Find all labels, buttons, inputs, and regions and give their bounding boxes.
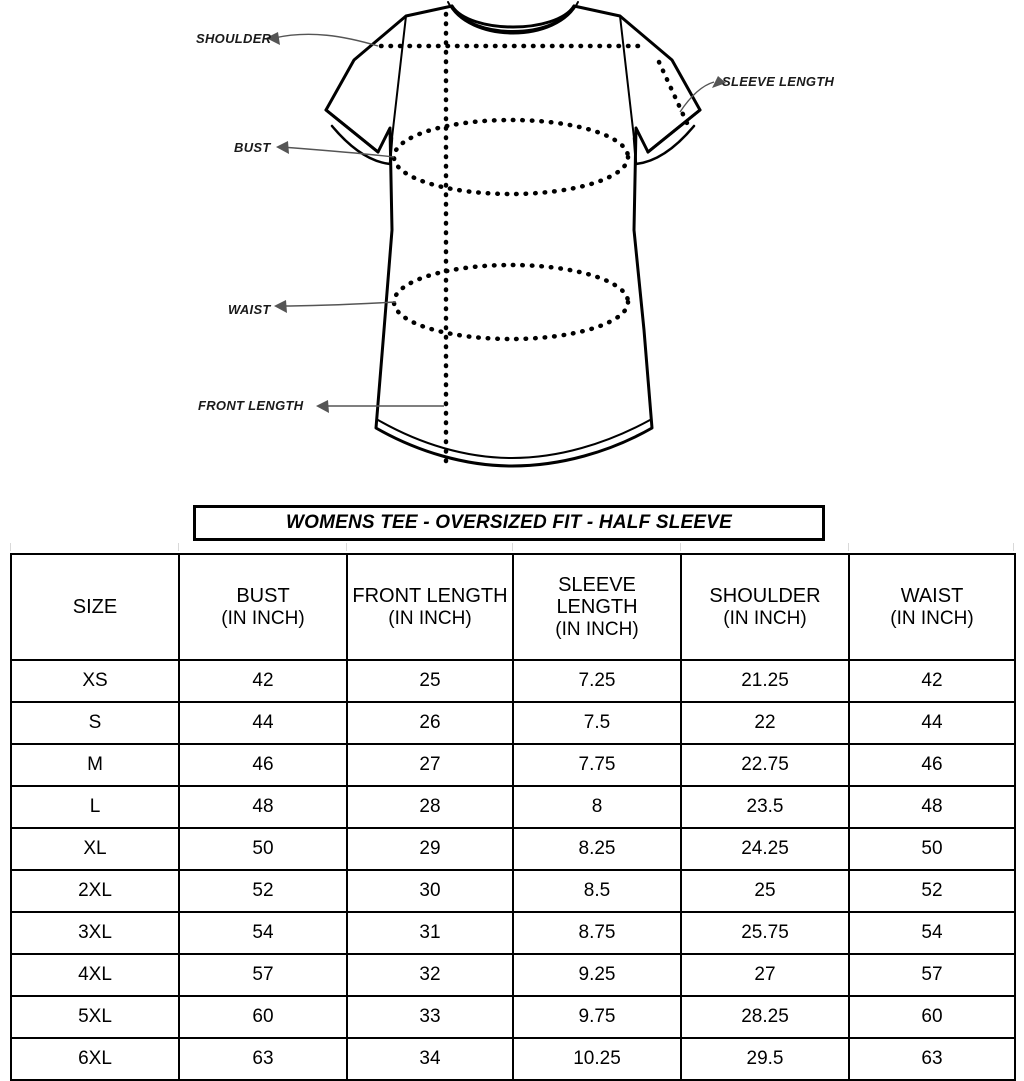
- column-header-unit: (IN INCH): [555, 618, 639, 640]
- callout-label-front-length: FRONT LENGTH: [198, 398, 304, 413]
- cell-waist: 50: [849, 828, 1015, 870]
- tick-mark: [1013, 543, 1014, 551]
- cell-sleeve-length: 8.25: [513, 828, 681, 870]
- table-row: [11, 786, 1015, 828]
- cell-front-length: 25: [347, 660, 513, 702]
- cell-size: S: [11, 702, 179, 744]
- cell-size: XS: [11, 660, 179, 702]
- column-header-front-length: [347, 554, 513, 660]
- table-header: [11, 554, 1015, 660]
- cell-bust: 63: [179, 1038, 347, 1080]
- cell-shoulder: 27: [681, 954, 849, 996]
- cell-sleeve-length: 10.25: [513, 1038, 681, 1080]
- table-row: [11, 702, 1015, 744]
- cell-bust: 52: [179, 870, 347, 912]
- column-header-size: [11, 554, 179, 660]
- cell-bust: 46: [179, 744, 347, 786]
- cell-bust: 57: [179, 954, 347, 996]
- cell-front-length: 29: [347, 828, 513, 870]
- cell-front-length: 28: [347, 786, 513, 828]
- cell-size: 6XL: [11, 1038, 179, 1080]
- table-row: [11, 828, 1015, 870]
- cell-waist: 48: [849, 786, 1015, 828]
- table-row: [11, 744, 1015, 786]
- cell-waist: 42: [849, 660, 1015, 702]
- cell-sleeve-length: 9.75: [513, 996, 681, 1038]
- cell-sleeve-length: 7.25: [513, 660, 681, 702]
- table-row: [11, 660, 1015, 702]
- table-row: [11, 912, 1015, 954]
- chart-title: WOMENS TEE - OVERSIZED FIT - HALF SLEEVE: [285, 512, 733, 533]
- cell-bust: 60: [179, 996, 347, 1038]
- cell-sleeve-length: 7.5: [513, 702, 681, 744]
- cell-bust: 50: [179, 828, 347, 870]
- tick-mark: [848, 543, 849, 551]
- cell-shoulder: 28.25: [681, 996, 849, 1038]
- callout-label-waist: WAIST: [228, 302, 271, 317]
- cell-front-length: 27: [347, 744, 513, 786]
- cell-shoulder: 25: [681, 870, 849, 912]
- cell-shoulder: 23.5: [681, 786, 849, 828]
- chart-title-banner: [193, 505, 825, 541]
- cell-sleeve-length: 8.5: [513, 870, 681, 912]
- tick-mark: [512, 543, 513, 551]
- cell-bust: 48: [179, 786, 347, 828]
- tick-mark: [178, 543, 179, 551]
- column-header-shoulder: [681, 554, 849, 660]
- cell-waist: 44: [849, 702, 1015, 744]
- cell-front-length: 32: [347, 954, 513, 996]
- tshirt-illustration: [0, 0, 1024, 492]
- cell-bust: 54: [179, 912, 347, 954]
- table-body: [11, 660, 1015, 1080]
- cell-shoulder: 29.5: [681, 1038, 849, 1080]
- column-header-unit: (IN INCH): [388, 607, 472, 629]
- cell-waist: 54: [849, 912, 1015, 954]
- callout-label-bust: BUST: [234, 140, 271, 155]
- cell-sleeve-length: 9.25: [513, 954, 681, 996]
- cell-sleeve-length: 7.75: [513, 744, 681, 786]
- column-header-main: BUST: [236, 585, 290, 608]
- cell-front-length: 31: [347, 912, 513, 954]
- column-header-main: SIZE: [72, 595, 118, 618]
- callout-label-sleeve-length: SLEEVE LENGTH: [722, 74, 835, 89]
- table-row: [11, 1038, 1015, 1080]
- cell-shoulder: 22: [681, 702, 849, 744]
- column-header-unit: (IN INCH): [890, 607, 974, 629]
- cell-sleeve-length: 8.75: [513, 912, 681, 954]
- cell-waist: 60: [849, 996, 1015, 1038]
- cell-size: 3XL: [11, 912, 179, 954]
- table-row: [11, 954, 1015, 996]
- column-header-unit: (IN INCH): [221, 607, 305, 629]
- column-header-waist: [849, 554, 1015, 660]
- tick-mark: [680, 543, 681, 551]
- cell-size: 2XL: [11, 870, 179, 912]
- column-header-main: SLEEVE LENGTH: [556, 573, 638, 619]
- cell-front-length: 26: [347, 702, 513, 744]
- cell-front-length: 30: [347, 870, 513, 912]
- cell-waist: 46: [849, 744, 1015, 786]
- cell-size: M: [11, 744, 179, 786]
- cell-waist: 63: [849, 1038, 1015, 1080]
- column-header-unit: (IN INCH): [723, 607, 807, 629]
- cell-front-length: 33: [347, 996, 513, 1038]
- cell-bust: 44: [179, 702, 347, 744]
- cell-waist: 52: [849, 870, 1015, 912]
- measurement-diagram: [0, 0, 1024, 492]
- tick-mark: [10, 543, 11, 551]
- cell-sleeve-length: 8: [513, 786, 681, 828]
- cell-size: L: [11, 786, 179, 828]
- table-header-row: [11, 554, 1015, 660]
- column-header-bust: [179, 554, 347, 660]
- cell-waist: 57: [849, 954, 1015, 996]
- column-header-main: SHOULDER: [709, 585, 821, 608]
- cell-size: 4XL: [11, 954, 179, 996]
- column-header-sleeve-length: [513, 554, 681, 660]
- size-chart-table: [10, 553, 1016, 1081]
- cell-bust: 42: [179, 660, 347, 702]
- cell-shoulder: 24.25: [681, 828, 849, 870]
- table-row: [11, 870, 1015, 912]
- table-row: [11, 996, 1015, 1038]
- column-header-main: FRONT LENGTH: [352, 585, 508, 608]
- cell-shoulder: 25.75: [681, 912, 849, 954]
- cell-shoulder: 21.25: [681, 660, 849, 702]
- cell-size: 5XL: [11, 996, 179, 1038]
- cell-size: XL: [11, 828, 179, 870]
- callout-label-shoulder: SHOULDER: [196, 31, 272, 46]
- column-header-main: WAIST: [900, 585, 964, 608]
- cell-front-length: 34: [347, 1038, 513, 1080]
- size-chart-table-wrapper: [10, 553, 1014, 1081]
- tick-mark: [346, 543, 347, 551]
- cell-shoulder: 22.75: [681, 744, 849, 786]
